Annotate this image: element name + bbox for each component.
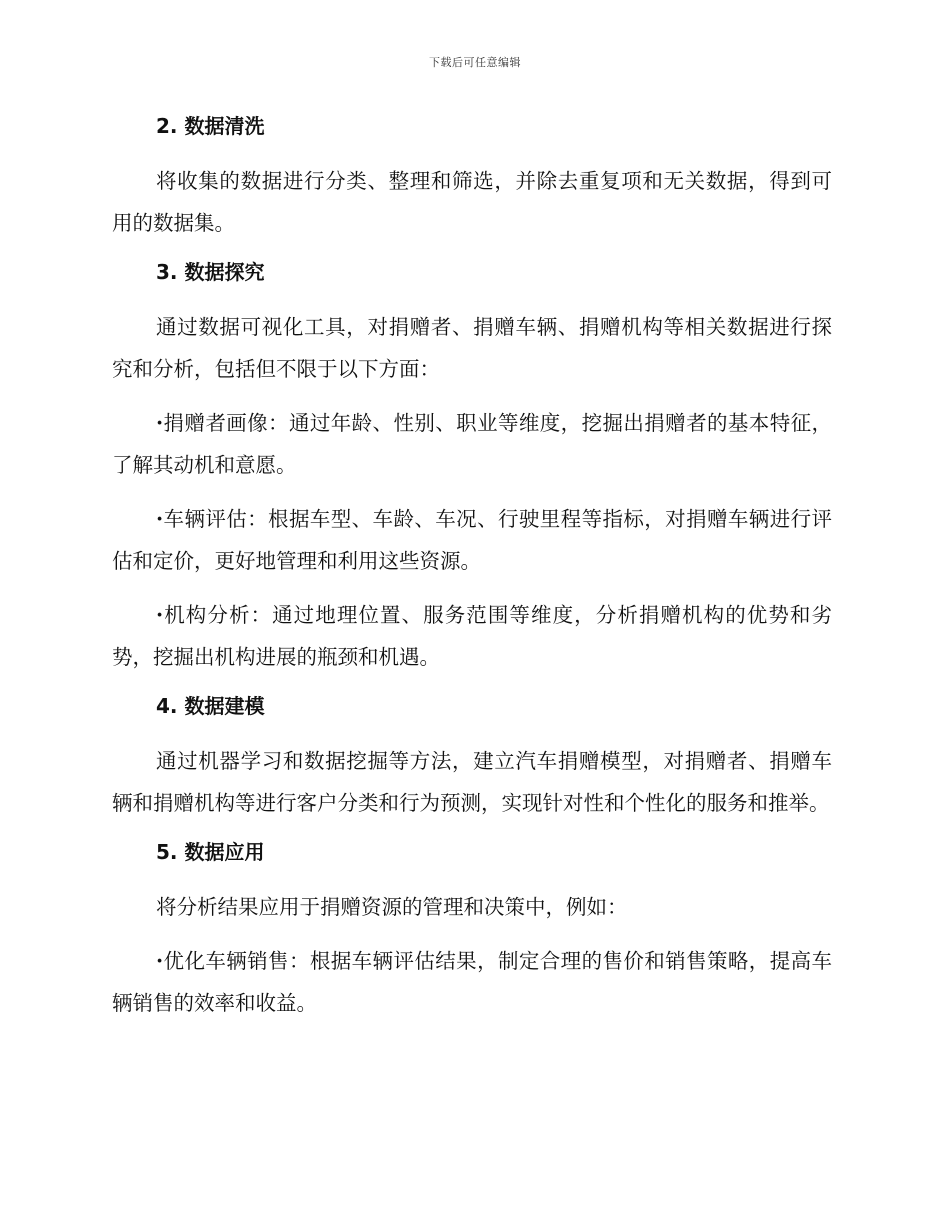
bullet-donor-profile (112, 402, 832, 486)
bullet-text: 车辆评估：根据车型、车龄、车况、行驶里程等指标，对捐赠车辆进行评估和定价，更好地管理和利用这些资源。 (112, 507, 832, 573)
bullet-text: 捐赠者画像：通过年龄、性别、职业等维度，挖掘出捐赠者的基本特征，了解其动机和意愿。 (112, 411, 832, 477)
bullet-dot: · (156, 507, 164, 531)
paragraph-data-cleaning: 将收集的数据进行分类、整理和筛选，并除去重复项和无关数据，得到可用的数据集。 (112, 169, 832, 235)
document-body (112, 110, 832, 1036)
bullet-institution-analysis (112, 594, 832, 678)
header-note: 下载后可任意编辑 (429, 56, 521, 69)
bullet-dot: · (156, 949, 164, 973)
paragraph-data-exploration: 通过数据可视化工具，对捐赠者、捐赠车辆、捐赠机构等相关数据进行探究和分析，包括但不限于以下方面： (112, 315, 832, 381)
section-heading-data-exploration: 3. 数据探究 (156, 260, 265, 284)
paragraph-data-application: 将分析结果应用于捐赠资源的管理和决策中，例如： (156, 895, 628, 919)
section-heading-data-modeling: 4. 数据建模 (156, 694, 265, 718)
bullet-dot: · (156, 603, 164, 627)
section-heading-data-cleaning: 2. 数据清洗 (156, 114, 265, 138)
bullet-dot: · (156, 411, 164, 435)
paragraph-data-modeling: 通过机器学习和数据挖掘等方法，建立汽车捐赠模型，对捐赠者、捐赠车辆和捐赠机构等进行客户分类和行为预测，实现针对性和个性化的服务和推举。 (112, 749, 832, 815)
bullet-vehicle-evaluation (112, 498, 832, 582)
bullet-optimize-sales (112, 940, 832, 1024)
bullet-text: 机构分析：通过地理位置、服务范围等维度，分析捐赠机构的优势和劣势，挖掘出机构进展的瓶颈和机遇。 (112, 603, 832, 669)
section-heading-data-application: 5. 数据应用 (156, 840, 265, 864)
bullet-text: 优化车辆销售：根据车辆评估结果，制定合理的售价和销售策略，提高车辆销售的效率和收益。 (112, 949, 832, 1015)
